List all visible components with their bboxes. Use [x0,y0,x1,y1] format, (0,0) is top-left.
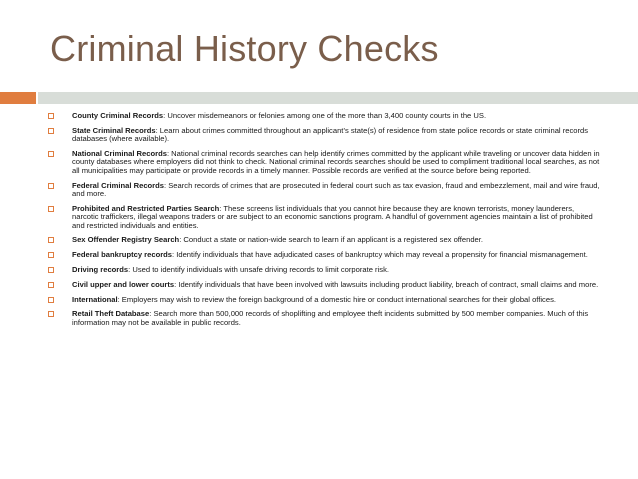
square-bullet-icon [48,282,54,288]
item-description: : Identify individuals that have adjudicated cases of bankruptcy which may reveal a propensity for financial mismanagement. [172,250,588,260]
item-term: Retail Theft Database [72,309,150,319]
list-item [48,150,600,175]
list-item [48,236,600,244]
item-term: Federal Criminal Records [72,180,165,190]
square-bullet-icon [48,252,54,258]
square-bullet-icon [48,183,54,189]
square-bullet-icon [48,128,54,134]
item-term: International [72,294,118,304]
square-bullet-icon [48,113,54,119]
item-description: : Used to identify individuals with unsafe driving records to limit corporate risk. [128,265,389,275]
accent-block [0,92,36,104]
item-description: : Employers may wish to review the foreign background of a domestic hire or conduct international searches for their global offices. [117,294,556,304]
square-bullet-icon [48,267,54,273]
list-item [48,281,600,289]
square-bullet-icon [48,297,54,303]
bullet-list [48,112,600,334]
item-term: Federal bankruptcy records [72,250,173,260]
item-description: : Identify individuals that have been involved with lawsuits including product liability, breach of contract, small claims and more. [174,279,599,289]
title-divider-bar [38,92,638,104]
list-item [48,205,600,230]
list-item [48,251,600,259]
square-bullet-icon [48,206,54,212]
item-term: State Criminal Records [72,125,156,135]
item-term: Civil upper and lower courts [72,279,175,289]
item-description: : These screens list individuals that you cannot hire because they are known terrorists, money launderers, narcotic traffickers, illegal weapons traders or are subject to an economic sanctions program. A handful of government agencies maintain a list of prohibited and restricted individuals and entities. [72,203,593,230]
list-item [48,266,600,274]
list-item [48,182,600,199]
list-item [48,112,600,120]
item-description: : Search records of crimes that are prosecuted in federal court such as tax evasion, fraud and embezzlement, mail and wire fraud, and more. [72,180,600,199]
item-term: Driving records [72,265,129,275]
item-description: : National criminal records searches can help identify crimes committed by the applicant while traveling or uncover data hidden in county databases where employers did not think to check. National criminal records searches should be used to compliment traditional local searches, as not all municipalities may participate or provide records in a timely manner. Possible records are verified at the source before being reported. [72,149,600,175]
square-bullet-icon [48,151,54,157]
square-bullet-icon [48,311,54,317]
item-term: Prohibited and Restricted Parties Search [72,203,220,213]
list-item [48,296,600,304]
item-description: : Conduct a state or nation-wide search to learn if an applicant is a registered sex offender. [179,235,483,245]
item-description: : Search more than 500,000 records of shoplifting and employee theft incidents submitted by 500 member companies. Much of this information may not be available in public records. [72,309,589,327]
list-item [48,127,600,144]
item-description: : Learn about crimes committed throughout an applicant’s state(s) of residence from state police records or state criminal records databases (where available). [72,125,589,144]
item-description: : Uncover misdemeanors or felonies among one of the more than 3,400 county courts in the US. [163,111,487,120]
item-term: National Criminal Records [72,149,167,158]
item-term: Sex Offender Registry Search [72,235,180,245]
item-term: County Criminal Records [72,111,164,120]
square-bullet-icon [48,237,54,243]
slide-title: Criminal History Checks [50,28,439,69]
list-item [48,310,600,327]
